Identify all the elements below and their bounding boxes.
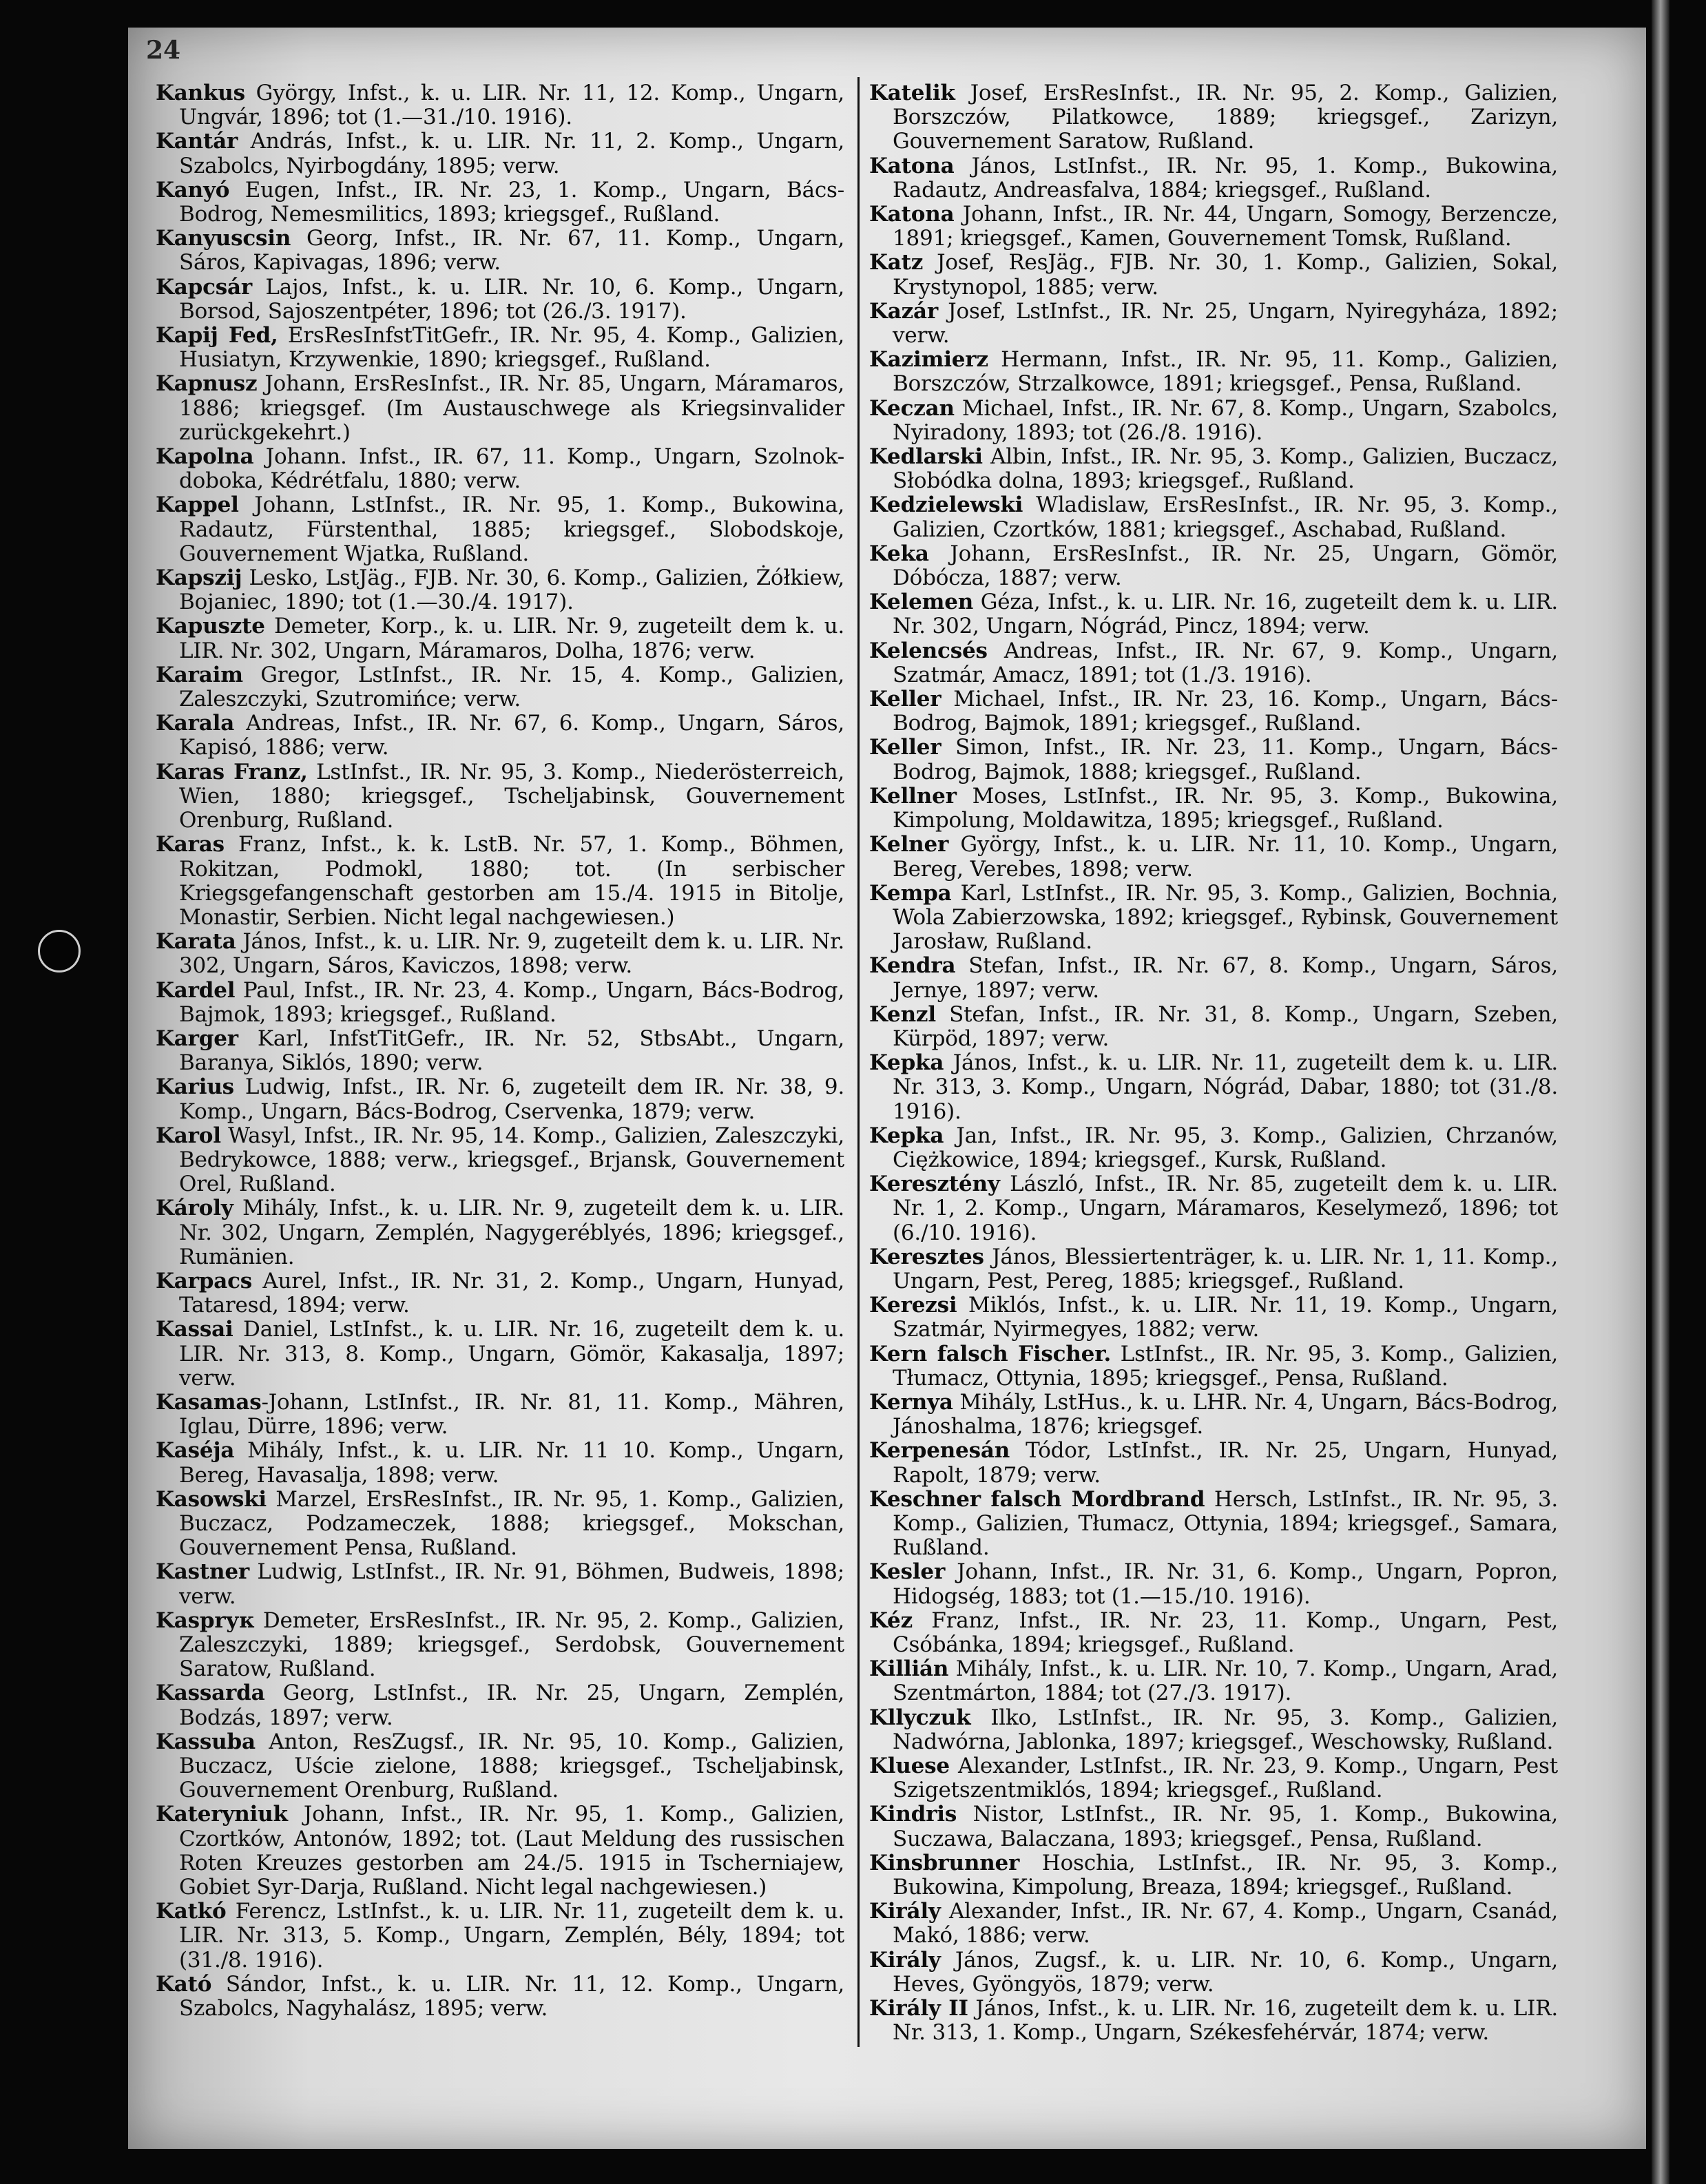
entry-details: Ludwig, Infst., IR. Nr. 6, zugeteilt dem IR. Nr. 38, 9. Komp., Ungarn, Bács-Bodrog, Cservenka, 1879; verw. — [179, 1074, 844, 1124]
entry — [869, 300, 1558, 348]
entry-details: György, Infst., k. u. LIR. Nr. 11, 12. Komp., Ungarn, Ungvár, 1896; tot (1.—31./10. 1916). — [179, 81, 844, 130]
entry-details: Johann, LstInfst., IR. Nr. 95, 1. Komp., Bukowina, Radautz, Fürstenthal, 1885; kriegsgef., Slobodskoje, Gouvernement Wjatka, Rußland. — [179, 492, 844, 566]
page-number: 24 — [146, 36, 181, 65]
entry-surname: Kantár — [156, 129, 238, 154]
entry-details: Eugen, Infst., IR. Nr. 23, 1. Komp., Ungarn, Bács-Bodrog, Nemesmilitics, 1893; kriegsgef., Rußland. — [179, 177, 844, 227]
entry — [869, 1851, 1558, 1900]
entry — [156, 1196, 844, 1269]
entry-surname: Kindris — [869, 1802, 957, 1827]
entry-details: Mihály, Infst., k. u. LIR. Nr. 10, 7. Komp., Ungarn, Arad, Szentmárton, 1884; tot (27./3. 1917). — [893, 1656, 1558, 1706]
entry — [156, 711, 844, 760]
entry — [869, 1124, 1558, 1172]
entry — [869, 1948, 1558, 1997]
entry-details: Johann, Infst., IR. Nr. 31, 6. Komp., Ungarn, Popron, Hidogség, 1883; tot (1.—15./10. 1916). — [893, 1559, 1558, 1609]
entry-details: Lajos, Infst., k. u. LIR. Nr. 10, 6. Komp., Ungarn, Borsod, Sajoszentpéter, 1896; tot (26./3. 1917). — [179, 274, 844, 324]
entry-details: Moses, LstInfst., IR. Nr. 95, 3. Komp., Bukowina, Kimpolung, Moldawitza, 1895; kriegsgef., Rußland. — [893, 783, 1558, 833]
entry — [869, 1706, 1558, 1754]
entry — [869, 1391, 1558, 1439]
entry-surname: Keresztény — [869, 1172, 1000, 1197]
entry-surname: Karpacs — [156, 1268, 253, 1293]
entry-surname: Kellner — [869, 783, 957, 809]
entry-surname: Karius — [156, 1074, 234, 1100]
entry-surname: Katkó — [156, 1899, 227, 1924]
entry-surname: Kapcsár — [156, 274, 253, 300]
entry-details: Mihály, LstHus., k. u. LHR. Nr. 4, Ungarn, Bács-Bodrog, Jánoshalma, 1876; kriegsgef. — [893, 1389, 1558, 1439]
entry-surname: Kesler — [869, 1559, 946, 1585]
entry-surname: Kazimierz — [869, 347, 988, 373]
entry-details: ErsResInfstTitGefr., IR. Nr. 95, 4. Komp., Galizien, Husiatyn, Krzywenkie, 1890; kriegsgef., Rußland. — [179, 323, 844, 373]
entry — [869, 1754, 1558, 1802]
entry — [869, 954, 1558, 1002]
entry — [156, 979, 844, 1027]
entry — [156, 1560, 844, 1608]
entry-details: Ilko, LstInfst., IR. Nr. 95, 3. Komp., Galizien, Nadwórna, Jablonka, 1897; kriegsgef., Weschowsky, Rußland. — [893, 1705, 1558, 1754]
entry-details: Paul, Infst., IR. Nr. 23, 4. Komp., Ungarn, Bács-Bodrog, Bajmok, 1893; kriegsgef., Rußland. — [179, 977, 844, 1027]
entry — [156, 1439, 844, 1487]
entry-details: László, Infst., IR. Nr. 85, zugeteilt dem k. u. LIR. Nr. 1, 2. Komp., Ungarn, Máramaros, Keselymező, 1896; tot (6./10. 1916). — [893, 1172, 1558, 1245]
entry-details: Wasyl, Infst., IR. Nr. 95, 14. Komp., Galizien, Zaleszczyki, Bedrykowce, 1888; verw., kriegsgef., Brjansk, Gouvernement Orel, Rußland. — [179, 1123, 844, 1197]
entry-surname: Kassarda — [156, 1681, 265, 1706]
entry-surname: Kardel — [156, 977, 236, 1003]
entry-details: János, Infst., k. u. LIR. Nr. 16, zugeteilt dem k. u. LIR. Nr. 313, 1. Komp., Ungarn, Székesfehérvár, 1874; verw. — [893, 1996, 1558, 2046]
entry-surname: Kenzl — [869, 1001, 936, 1027]
entry — [156, 178, 844, 227]
entry — [156, 1027, 844, 1075]
entry-details: Simon, Infst., IR. Nr. 23, 11. Komp., Ungarn, Bács-Bodrog, Bajmok, 1888; kriegsgef., Rußland. — [893, 735, 1558, 784]
entry-details: Hermann, Infst., IR. Nr. 95, 11. Komp., Galizien, Borszczów, Strzalkowce, 1891; kriegsgef., Pensa, Rußland. — [893, 347, 1558, 397]
entry — [156, 930, 844, 978]
entry — [156, 833, 844, 930]
entry — [869, 1245, 1558, 1293]
entry — [869, 736, 1558, 784]
entry — [869, 397, 1558, 445]
entry-surname: Kelencsés — [869, 638, 988, 663]
entry-details: Karl, LstInfst., IR. Nr. 95, 3. Komp., Galizien, Bochnia, Wola Zabierzowska, 1892; kriegsgef., Rybinsk, Gouvernement Jarosław, Rußland. — [893, 880, 1558, 955]
entry — [869, 1342, 1558, 1391]
entry-details: Josef, LstInfst., IR. Nr. 25, Ungarn, Nyiregyháza, 1892; verw. — [893, 298, 1558, 349]
entry-details: Daniel, LstInfst., k. u. LIR. Nr. 16, zugeteilt dem k. u. LIR. Nr. 313, 8. Komp., Ungarn, Gömör, Kakasalja, 1897; verw. — [179, 1317, 844, 1391]
entry-details: Demeter, Korp., k. u. LIR. Nr. 9, zugeteilt dem k. u. LIR. Nr. 302, Ungarn, Máramaros, Dolha, 1876; verw. — [179, 614, 844, 663]
entry-details: Michael, Infst., IR. Nr. 67, 8. Komp., Ungarn, Szabolcs, Nyiradony, 1893; tot (26./8. 1916). — [893, 395, 1558, 445]
entry — [156, 614, 844, 663]
entry — [869, 154, 1558, 202]
entry — [156, 493, 844, 566]
entry-surname: Keczan — [869, 395, 955, 421]
left-column — [156, 81, 844, 2021]
entry — [869, 493, 1558, 541]
entry-details: Nistor, LstInfst., IR. Nr. 95, 1. Komp., Bukowina, Suczawa, Balaczana, 1893; kriegsgef., Pensa, Rußland. — [893, 1802, 1558, 1851]
entry-surname: Kelemen — [869, 590, 974, 615]
entry-surname: Keller — [869, 735, 942, 760]
entry-surname: Kaséja — [156, 1438, 235, 1464]
entry — [156, 1900, 844, 1973]
entry — [869, 348, 1558, 396]
entry — [156, 81, 844, 129]
entry-surname: Karas — [156, 832, 225, 857]
entry-details: Michael, Infst., IR. Nr. 23, 16. Komp., Ungarn, Bács-Bodrog, Bajmok, 1891; kriegsgef., Rußland. — [893, 687, 1558, 736]
entry-surname: Karaim — [156, 662, 243, 687]
entry-surname: Kernya — [869, 1389, 953, 1415]
entry — [869, 1439, 1558, 1487]
entry — [156, 129, 844, 178]
entry-surname: Kapuszte — [156, 614, 265, 639]
entry-details: Albin, Infst., IR. Nr. 95, 3. Komp., Galizien, Buczacz, Słobódka dolna, 1893; kriegsgef., Rußland. — [893, 444, 1558, 494]
entry-details: György, Infst., k. u. LIR. Nr. 11, 10. Komp., Ungarn, Bereg, Verebes, 1898; verw. — [893, 832, 1558, 882]
entry-surname: Kern falsch Fischer. — [869, 1341, 1112, 1366]
entry-details: Andreas, Infst., IR. Nr. 67, 6. Komp., Ungarn, Sáros, Kapisó, 1886; verw. — [179, 711, 844, 760]
entry-details: -Johann, LstInfst., IR. Nr. 81, 11. Komp., Mähren, Iglau, Dürre, 1896; verw. — [179, 1389, 844, 1439]
entry — [869, 202, 1558, 251]
entry — [156, 1075, 844, 1123]
entry-details: János, Infst., k. u. LIR. Nr. 11, zugeteilt dem k. u. LIR. Nr. 313, 3. Komp., Ungarn, Nógrád, Dabar, 1880; tot (31./8. 1916). — [893, 1050, 1558, 1124]
entry — [156, 1730, 844, 1803]
binding-edge — [1652, 0, 1669, 2184]
entry-surname: Kapszij — [156, 565, 242, 591]
entry — [156, 566, 844, 614]
entry — [156, 1488, 844, 1561]
entry-details: Alexander, LstInfst., IR. Nr. 23, 9. Komp., Ungarn, Pest Szigetszentmiklós, 1894; kriegsgef., Rußland. — [893, 1754, 1558, 1803]
entry-surname: Kanyuscsin — [156, 226, 291, 251]
entry — [869, 1488, 1558, 1561]
entry-details: Johann. Infst., IR. 67, 11. Komp., Ungarn, Szolnok-doboka, Kédrétfalu, 1880; verw. — [179, 444, 844, 494]
entry-details: Anton, ResZugsf., IR. Nr. 95, 10. Komp., Galizien, Buczacz, Uście zielone, 1888; kriegsgef., Tscheljabinsk, Gouvernement Orenburg, Rußland. — [179, 1729, 844, 1803]
entry-details: János, Zugsf., k. u. LIR. Nr. 10, 6. Komp., Ungarn, Heves, Gyöngyös, 1879; verw. — [893, 1947, 1558, 1997]
entry — [156, 324, 844, 372]
entry-surname: Katz — [869, 250, 924, 275]
entry — [156, 1802, 844, 1900]
entry — [869, 1997, 1558, 2045]
entry-details: Ludwig, LstInfst., IR. Nr. 91, Böhmen, Budweis, 1898; verw. — [179, 1559, 844, 1609]
entry-surname: Kankus — [156, 81, 245, 105]
entry — [156, 1318, 844, 1391]
entry-surname: Keka — [869, 541, 929, 566]
entry — [156, 1391, 844, 1439]
entry-details: Andreas, Infst., IR. Nr. 67, 9. Komp., Ungarn, Szatmár, Amacz, 1891; tot (1./3. 1916). — [893, 638, 1558, 687]
entry-surname: Keller — [869, 687, 942, 712]
entry-details: Johann, ErsResInfst., IR. Nr. 85, Ungarn, Máramaros, 1886; kriegsgef. (Im Austauschwege als Kriegsinvalider zurückgekehrt.) — [179, 371, 844, 445]
entry — [156, 1681, 844, 1729]
entry-details: Aurel, Infst., IR. Nr. 31, 2. Komp., Ungarn, Hunyad, Tataresd, 1894; verw. — [179, 1268, 844, 1318]
entry-surname: Kllyczuk — [869, 1705, 971, 1730]
entry — [156, 1124, 844, 1197]
entry-surname: Kepka — [869, 1123, 944, 1148]
entry — [156, 1973, 844, 2021]
entry — [156, 663, 844, 711]
entry-details: Stefan, Infst., IR. Nr. 31, 8. Komp., Ungarn, Szeben, Kürpöd, 1897; verw. — [893, 1001, 1558, 1051]
entry — [869, 833, 1558, 881]
right-column — [869, 81, 1558, 2045]
entry — [156, 1269, 844, 1318]
entry-details: Miklós, Infst., k. u. LIR. Nr. 11, 19. Komp., Ungarn, Szatmár, Nyirmegyes, 1882; verw. — [893, 1293, 1558, 1342]
entry-surname: Kerezsi — [869, 1293, 957, 1318]
entry-details: Josef, ResJäg., FJB. Nr. 30, 1. Komp., Galizien, Sokal, Krystynopol, 1885; verw. — [893, 250, 1558, 300]
entry-surname: Kapolna — [156, 444, 254, 470]
entry-surname: Kedlarski — [869, 444, 983, 470]
entry-details: Stefan, Infst., IR. Nr. 67, 8. Komp., Ungarn, Sáros, Jernye, 1897; verw. — [893, 953, 1558, 1003]
entry-surname: Kasowski — [156, 1486, 267, 1512]
entry-surname: Kendra — [869, 953, 956, 979]
entry — [869, 1003, 1558, 1051]
entry — [869, 687, 1558, 736]
entry-details: Jan, Infst., IR. Nr. 95, 3. Komp., Galizien, Chrzanów, Ciężkowice, 1894; kriegsgef., Kursk, Rußland. — [893, 1123, 1558, 1172]
entry-surname: Keschner falsch Mordbrand — [869, 1486, 1205, 1512]
entry — [156, 760, 844, 833]
entry — [156, 1609, 844, 1682]
entry — [156, 275, 844, 324]
entry — [869, 1051, 1558, 1124]
entry-surname: Kasprук — [156, 1608, 255, 1633]
entry — [869, 639, 1558, 687]
entry-details: András, Infst., k. u. LIR. Nr. 11, 2. Komp., Ungarn, Szabolcs, Nyirbogdány, 1895; verw. — [179, 129, 844, 178]
entry-surname: Kastner — [156, 1559, 249, 1585]
entry-details: Tódor, LstInfst., IR. Nr. 25, Ungarn, Hunyad, Rapolt, 1879; verw. — [893, 1438, 1558, 1488]
entry-surname: Kazár — [869, 298, 939, 324]
entry — [869, 1609, 1558, 1657]
entry — [869, 251, 1558, 299]
entry-surname: Károly — [156, 1196, 233, 1221]
entry-details: LstInfst., IR. Nr. 95, 3. Komp., Niederösterreich, Wien, 1880; kriegsgef., Tscheljabinsk, Gouvernement Orenburg, Rußland. — [179, 759, 844, 833]
entry — [869, 1560, 1558, 1608]
column-divider — [857, 77, 860, 2047]
entry-details: János, Infst., k. u. LIR. Nr. 9, zugeteilt dem k. u. LIR. Nr. 302, Ungarn, Sáros, Kaviczos, 1898; verw. — [179, 929, 844, 979]
entry — [156, 372, 844, 445]
entry — [869, 1657, 1558, 1705]
entry-surname: Kanyó — [156, 177, 230, 202]
entry-details: Lesko, LstJäg., FJB. Nr. 30, 6. Komp., Galizien, Żółkiew, Bojaniec, 1890; tot (1.—30./4. 1917). — [179, 565, 844, 615]
entry-surname: Kateryniuk — [156, 1802, 288, 1827]
entry — [869, 1172, 1558, 1245]
entry-details: Johann, Infst., IR. Nr. 44, Ungarn, Somogy, Berzencze, 1891; kriegsgef., Kamen, Gouvernement Tomsk, Rußland. — [893, 202, 1558, 251]
entry-surname: Karala — [156, 711, 235, 736]
entry-details: Johann, ErsResInfst., IR. Nr. 25, Ungarn, Gömör, Dóbócza, 1887; verw. — [893, 541, 1558, 591]
entry-details: Wladislaw, ErsResInfst., IR. Nr. 95, 3. Komp., Galizien, Czortków, 1881; kriegsgef., Aschabad, Rußland. — [893, 492, 1558, 542]
entry-details: Johann, Infst., IR. Nr. 95, 1. Komp., Galizien, Czortków, Antonów, 1892; tot. (Laut Meldung des russischen Roten Kreuzes gestorben am 24./5. 1915 in Tscherniajew, Gobiet Syr-Darja, Rußland. Nicht legal nachgewiesen.) — [179, 1802, 844, 1900]
entry — [869, 542, 1558, 590]
entry-details: Franz, Infst., IR. Nr. 23, 11. Komp., Ungarn, Pest, Csóbánka, 1894; kriegsgef., Rußland. — [893, 1608, 1558, 1657]
entry — [156, 227, 844, 275]
entry-surname: Keresztes — [869, 1244, 984, 1269]
entry-surname: Király — [869, 1899, 941, 1924]
entry-surname: Kassai — [156, 1317, 233, 1342]
entry — [869, 445, 1558, 493]
entry-details: Josef, ErsResInfst., IR. Nr. 95, 2. Komp., Galizien, Borszczów, Pilatkowce, 1889; kriegsgef., Zarizyn, Gouvernement Saratow, Rußland. — [893, 81, 1558, 154]
entry — [869, 784, 1558, 833]
entry-surname: Katona — [869, 153, 955, 178]
entry-details: Marzel, ErsResInfst., IR. Nr. 95, 1. Komp., Galizien, Buczacz, Podzameczek, 1888; kriegsgef., Mokschan, Gouvernement Pensa, Rußland. — [179, 1486, 844, 1561]
entry-details: Demeter, ErsResInfst., IR. Nr. 95, 2. Komp., Galizien, Zaleszczyki, 1889; kriegsgef., Serdobsk, Gouvernement Saratow, Rußland. — [179, 1608, 844, 1682]
entry-surname: Kelner — [869, 832, 949, 857]
entry-surname: Kapnusz — [156, 371, 258, 397]
entry-details: Mihály, Infst., k. u. LIR. Nr. 11 10. Komp., Ungarn, Bereg, Havasalja, 1898; verw. — [179, 1438, 844, 1488]
entry — [869, 1802, 1558, 1851]
entry-surname: Kluese — [869, 1754, 950, 1779]
entry-details: Alexander, Infst., IR. Nr. 67, 4. Komp., Ungarn, Csanád, Makó, 1886; verw. — [893, 1899, 1558, 1948]
entry-surname: Kedzielewski — [869, 492, 1023, 518]
entry-details: Géza, Infst., k. u. LIR. Nr. 16, zugeteilt dem k. u. LIR. Nr. 302, Ungarn, Nógrád, Pincz, 1894; verw. — [893, 590, 1558, 639]
entry-details: János, LstInfst., IR. Nr. 95, 1. Komp., Bukowina, Radautz, Andreasfalva, 1884; kriegsgef., Rußland. — [893, 153, 1558, 202]
entry — [156, 445, 844, 493]
entry-surname: Király II — [869, 1996, 968, 2021]
entry-surname: Karger — [156, 1026, 238, 1051]
entry-surname: Karol — [156, 1123, 221, 1148]
entry-details: Karl, InfstTitGefr., IR. Nr. 52, StbsAbt., Ungarn, Baranya, Siklós, 1890; verw. — [179, 1026, 844, 1076]
entry-surname: Kapij Fed, — [156, 323, 278, 349]
entry — [869, 1293, 1558, 1342]
entry-surname: Kappel — [156, 492, 239, 518]
entry-surname: Kasamas — [156, 1389, 262, 1415]
entry-surname: Kéz — [869, 1608, 913, 1633]
entry-details: Hersch, LstInfst., IR. Nr. 95, 3. Komp., Galizien, Tłumacz, Ottynia, 1894; kriegsgef., Samara, Rußland. — [893, 1486, 1558, 1561]
punch-hole — [38, 930, 81, 973]
entry-details: Sándor, Infst., k. u. LIR. Nr. 11, 12. Komp., Ungarn, Szabolcs, Nagyhalász, 1895; verw. — [179, 1971, 844, 2021]
entry-surname: Kepka — [869, 1050, 944, 1076]
entry-surname: Kató — [156, 1971, 212, 1997]
entry-details: Georg, LstInfst., IR. Nr. 25, Ungarn, Zemplén, Bodzás, 1897; verw. — [179, 1681, 844, 1730]
entry — [869, 590, 1558, 638]
entry-details: Franz, Infst., k. k. LstB. Nr. 57, 1. Komp., Böhmen, Rokitzan, Podmokl, 1880; tot. (In serbischer Kriegsgefangenschaft gestorben am 15./4. 1915 in Bitolje, Monastir, Serbien. Nicht legal nachgewiesen.) — [179, 832, 844, 930]
entry-details: Mihály, Infst., k. u. LIR. Nr. 9, zugeteilt dem k. u. LIR. Nr. 302, Ungarn, Zemplén, Nagygeréblyés, 1896; kriegsgef., Rumänien. — [179, 1196, 844, 1269]
entry-details: Georg, Infst., IR. Nr. 67, 11. Komp., Ungarn, Sáros, Kapivagas, 1896; verw. — [179, 226, 844, 275]
entry-surname: Katona — [869, 202, 955, 227]
entry-details: Gregor, LstInfst., IR. Nr. 15, 4. Komp., Galizien, Zaleszczyki, Szutromińce; verw. — [179, 662, 844, 712]
entry — [869, 81, 1558, 154]
entry-surname: Király — [869, 1947, 941, 1973]
entry — [869, 1900, 1558, 1948]
entry-details: János, Blessiertenträger, k. u. LIR. Nr. 1, 11. Komp., Ungarn, Pest, Pereg, 1885; kriegsgef., Rußland. — [893, 1244, 1558, 1293]
entry-details: Hoschia, LstInfst., IR. Nr. 95, 3. Komp., Bukowina, Kimpolung, Breaza, 1894; kriegsgef., Rußland. — [893, 1850, 1558, 1900]
entry — [869, 882, 1558, 955]
entry-surname: Killián — [869, 1656, 949, 1682]
entry-surname: Karata — [156, 929, 236, 955]
entry-surname: Kerpenesán — [869, 1438, 1010, 1464]
entry-details: LstInfst., IR. Nr. 95, 3. Komp., Galizien, Tłumacz, Ottynia, 1895; kriegsgef., Pensa, Rußland. — [893, 1341, 1558, 1391]
entry-details: Ferencz, LstInfst., k. u. LIR. Nr. 11, zugeteilt dem k. u. LIR. Nr. 313, 5. Komp., Ungarn, Zemplén, Bély, 1894; tot (31./8. 1916). — [179, 1899, 844, 1973]
entry-surname: Karas Franz, — [156, 759, 308, 784]
entry-surname: Katelik — [869, 81, 955, 105]
entry-surname: Kinsbrunner — [869, 1850, 1020, 1875]
entry-surname: Kempa — [869, 880, 952, 906]
entry-surname: Kassuba — [156, 1729, 256, 1754]
